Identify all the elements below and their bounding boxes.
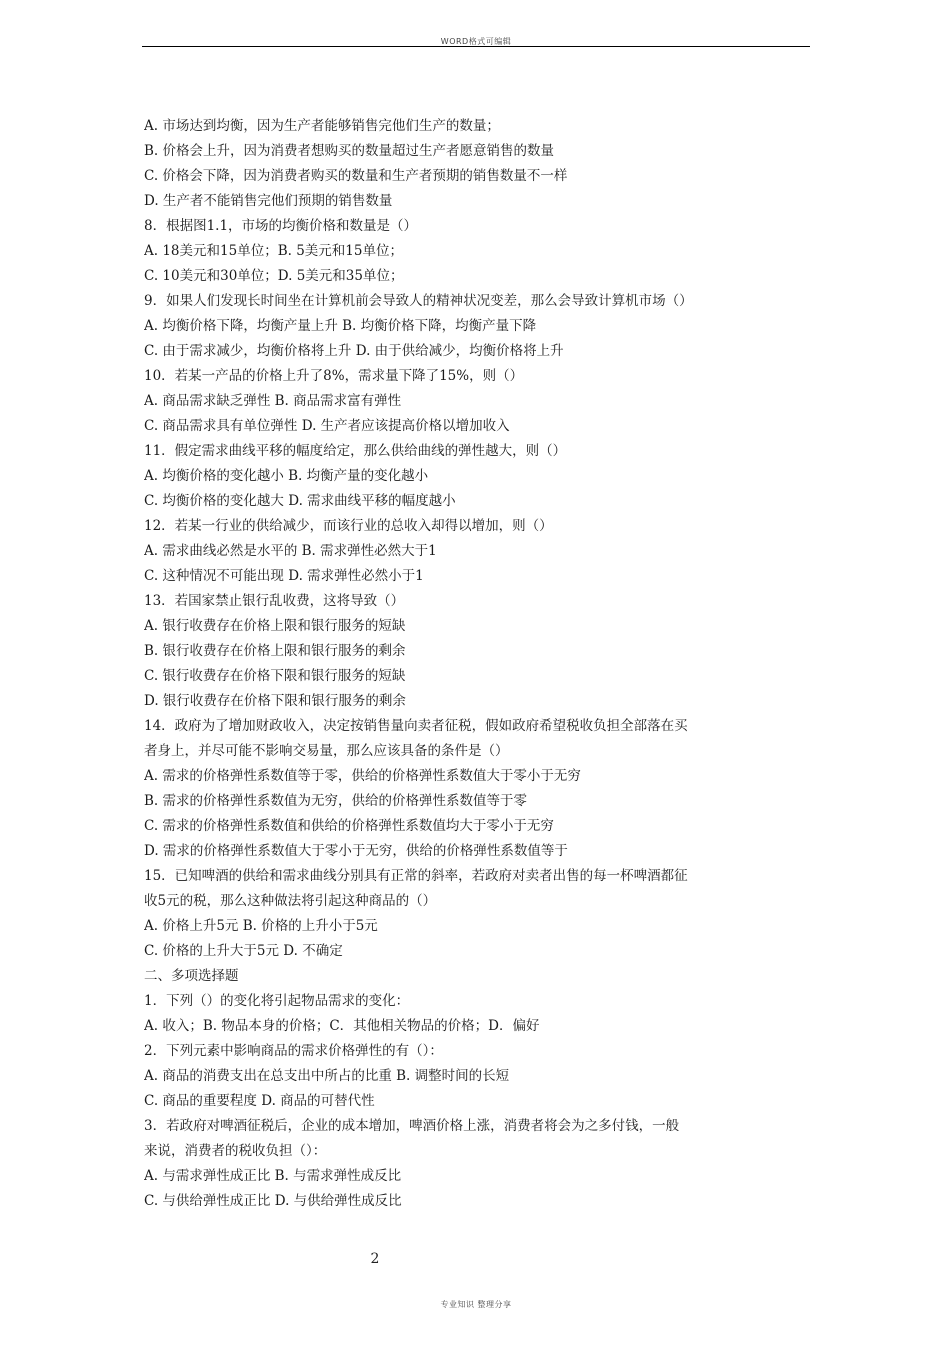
document-line: 8．根据图1.1，市场的均衡价格和数量是（）: [144, 218, 418, 234]
document-line: C. 价格会下降，因为消费者购买的数量和生产者预期的销售数量不一样: [144, 168, 568, 184]
document-line: A. 均衡价格的变化越小 B. 均衡产量的变化越小: [144, 468, 429, 484]
document-line: 2．下列元素中影响商品的需求价格弹性的有（）：: [144, 1043, 443, 1059]
document-line: B. 价格会上升，因为消费者想购买的数量超过生产者愿意销售的数量: [144, 143, 555, 159]
document-line: 11．假定需求曲线平移的幅度给定，那么供给曲线的弹性越大，则（）: [144, 443, 567, 459]
document-line: B. 需求的价格弹性系数值为无穷，供给的价格弹性系数值等于零: [144, 793, 528, 809]
document-line: C. 价格的上升大于5元 D. 不确定: [144, 943, 343, 959]
header-divider: [142, 46, 810, 47]
document-body: [144, 114, 794, 1214]
document-line: B. 银行收费存在价格上限和银行服务的剩余: [144, 643, 406, 659]
document-line: A. 收入；B. 物品本身的价格；C．其他相关物品的价格；D．偏好: [144, 1018, 540, 1034]
document-line: 13．若国家禁止银行乱收费，这将导致（）: [144, 593, 405, 609]
document-line: D. 需求的价格弹性系数值大于零小于无穷，供给的价格弹性系数值等于: [144, 843, 568, 859]
document-line: A. 商品的消费支出在总支出中所占的比重 B. 调整时间的长短: [144, 1068, 510, 1084]
document-line: D. 银行收费存在价格下限和银行服务的剩余: [144, 693, 406, 709]
document-line: A. 银行收费存在价格上限和银行服务的短缺: [144, 618, 406, 634]
document-line: 9．如果人们发现长时间坐在计算机前会导致人的精神状况变差，那么会导致计算机市场（）: [144, 293, 693, 309]
document-line: A. 需求的价格弹性系数值等于零，供给的价格弹性系数值大于零小于无穷: [144, 768, 581, 784]
document-line: C. 10美元和30单位；D. 5美元和35单位；: [144, 268, 404, 284]
document-line: C. 与供给弹性成正比 D. 与供给弹性成反比: [144, 1193, 402, 1209]
page-number: 2: [370, 1251, 380, 1267]
document-line: 3．若政府对啤酒征税后，企业的成本增加，啤酒价格上涨，消费者将会为之多付钱，一般: [144, 1118, 680, 1134]
document-line: D. 生产者不能销售完他们预期的销售数量: [144, 193, 393, 209]
document-line: A. 市场达到均衡，因为生产者能够销售完他们生产的数量；: [144, 118, 500, 134]
document-line: 14．政府为了增加财政收入，决定按销售量向卖者征税，假如政府希望税收负担全部落在买: [144, 718, 688, 734]
document-line: A. 18美元和15单位；B. 5美元和15单位；: [144, 243, 403, 259]
document-line: A. 价格上升5元 B. 价格的上升小于5元: [144, 918, 378, 934]
document-line: 15．已知啤酒的供给和需求曲线分别具有正常的斜率，若政府对卖者出售的每一杯啤酒都征: [144, 868, 688, 884]
document-line: 来说，消费者的税收负担（）：: [144, 1143, 327, 1159]
document-line: A. 均衡价格下降，均衡产量上升 B. 均衡价格下降，均衡产量下降: [144, 318, 537, 334]
header-text: WORD格式可编辑: [440, 37, 512, 46]
document-line: 1．下列（）的变化将引起物品需求的变化：: [144, 993, 410, 1009]
footer-text: 专业知识 整理分享: [440, 1300, 512, 1309]
document-line: 12．若某一行业的供给减少，而该行业的总收入却得以增加，则（）: [144, 518, 553, 534]
document-line: C. 由于需求减少，均衡价格将上升 D. 由于供给减少，均衡价格将上升: [144, 343, 564, 359]
document-line: C. 需求的价格弹性系数值和供给的价格弹性系数值均大于零小于无穷: [144, 818, 554, 834]
document-line: 10．若某一产品的价格上升了8%，需求量下降了15%，则（）: [144, 368, 524, 384]
document-line: A. 与需求弹性成正比 B. 与需求弹性成反比: [144, 1168, 402, 1184]
document-line: C. 这种情况不可能出现 D. 需求弹性必然小于1: [144, 568, 424, 584]
document-line: C. 商品的重要程度 D. 商品的可替代性: [144, 1093, 375, 1109]
document-line: 收5元的税，那么这种做法将引起这种商品的（）: [144, 893, 437, 909]
document-line: 二、多项选择题: [144, 968, 239, 984]
document-line: A. 需求曲线必然是水平的 B. 需求弹性必然大于1: [144, 543, 437, 559]
document-line: 者身上，并尽可能不影响交易量，那么应该具备的条件是（）: [144, 743, 509, 759]
document-line: C. 均衡价格的变化越大 D. 需求曲线平移的幅度越小: [144, 493, 456, 509]
document-line: A. 商品需求缺乏弹性 B. 商品需求富有弹性: [144, 393, 402, 409]
document-line: C. 商品需求具有单位弹性 D. 生产者应该提高价格以增加收入: [144, 418, 510, 434]
document-line: C. 银行收费存在价格下限和银行服务的短缺: [144, 668, 406, 684]
